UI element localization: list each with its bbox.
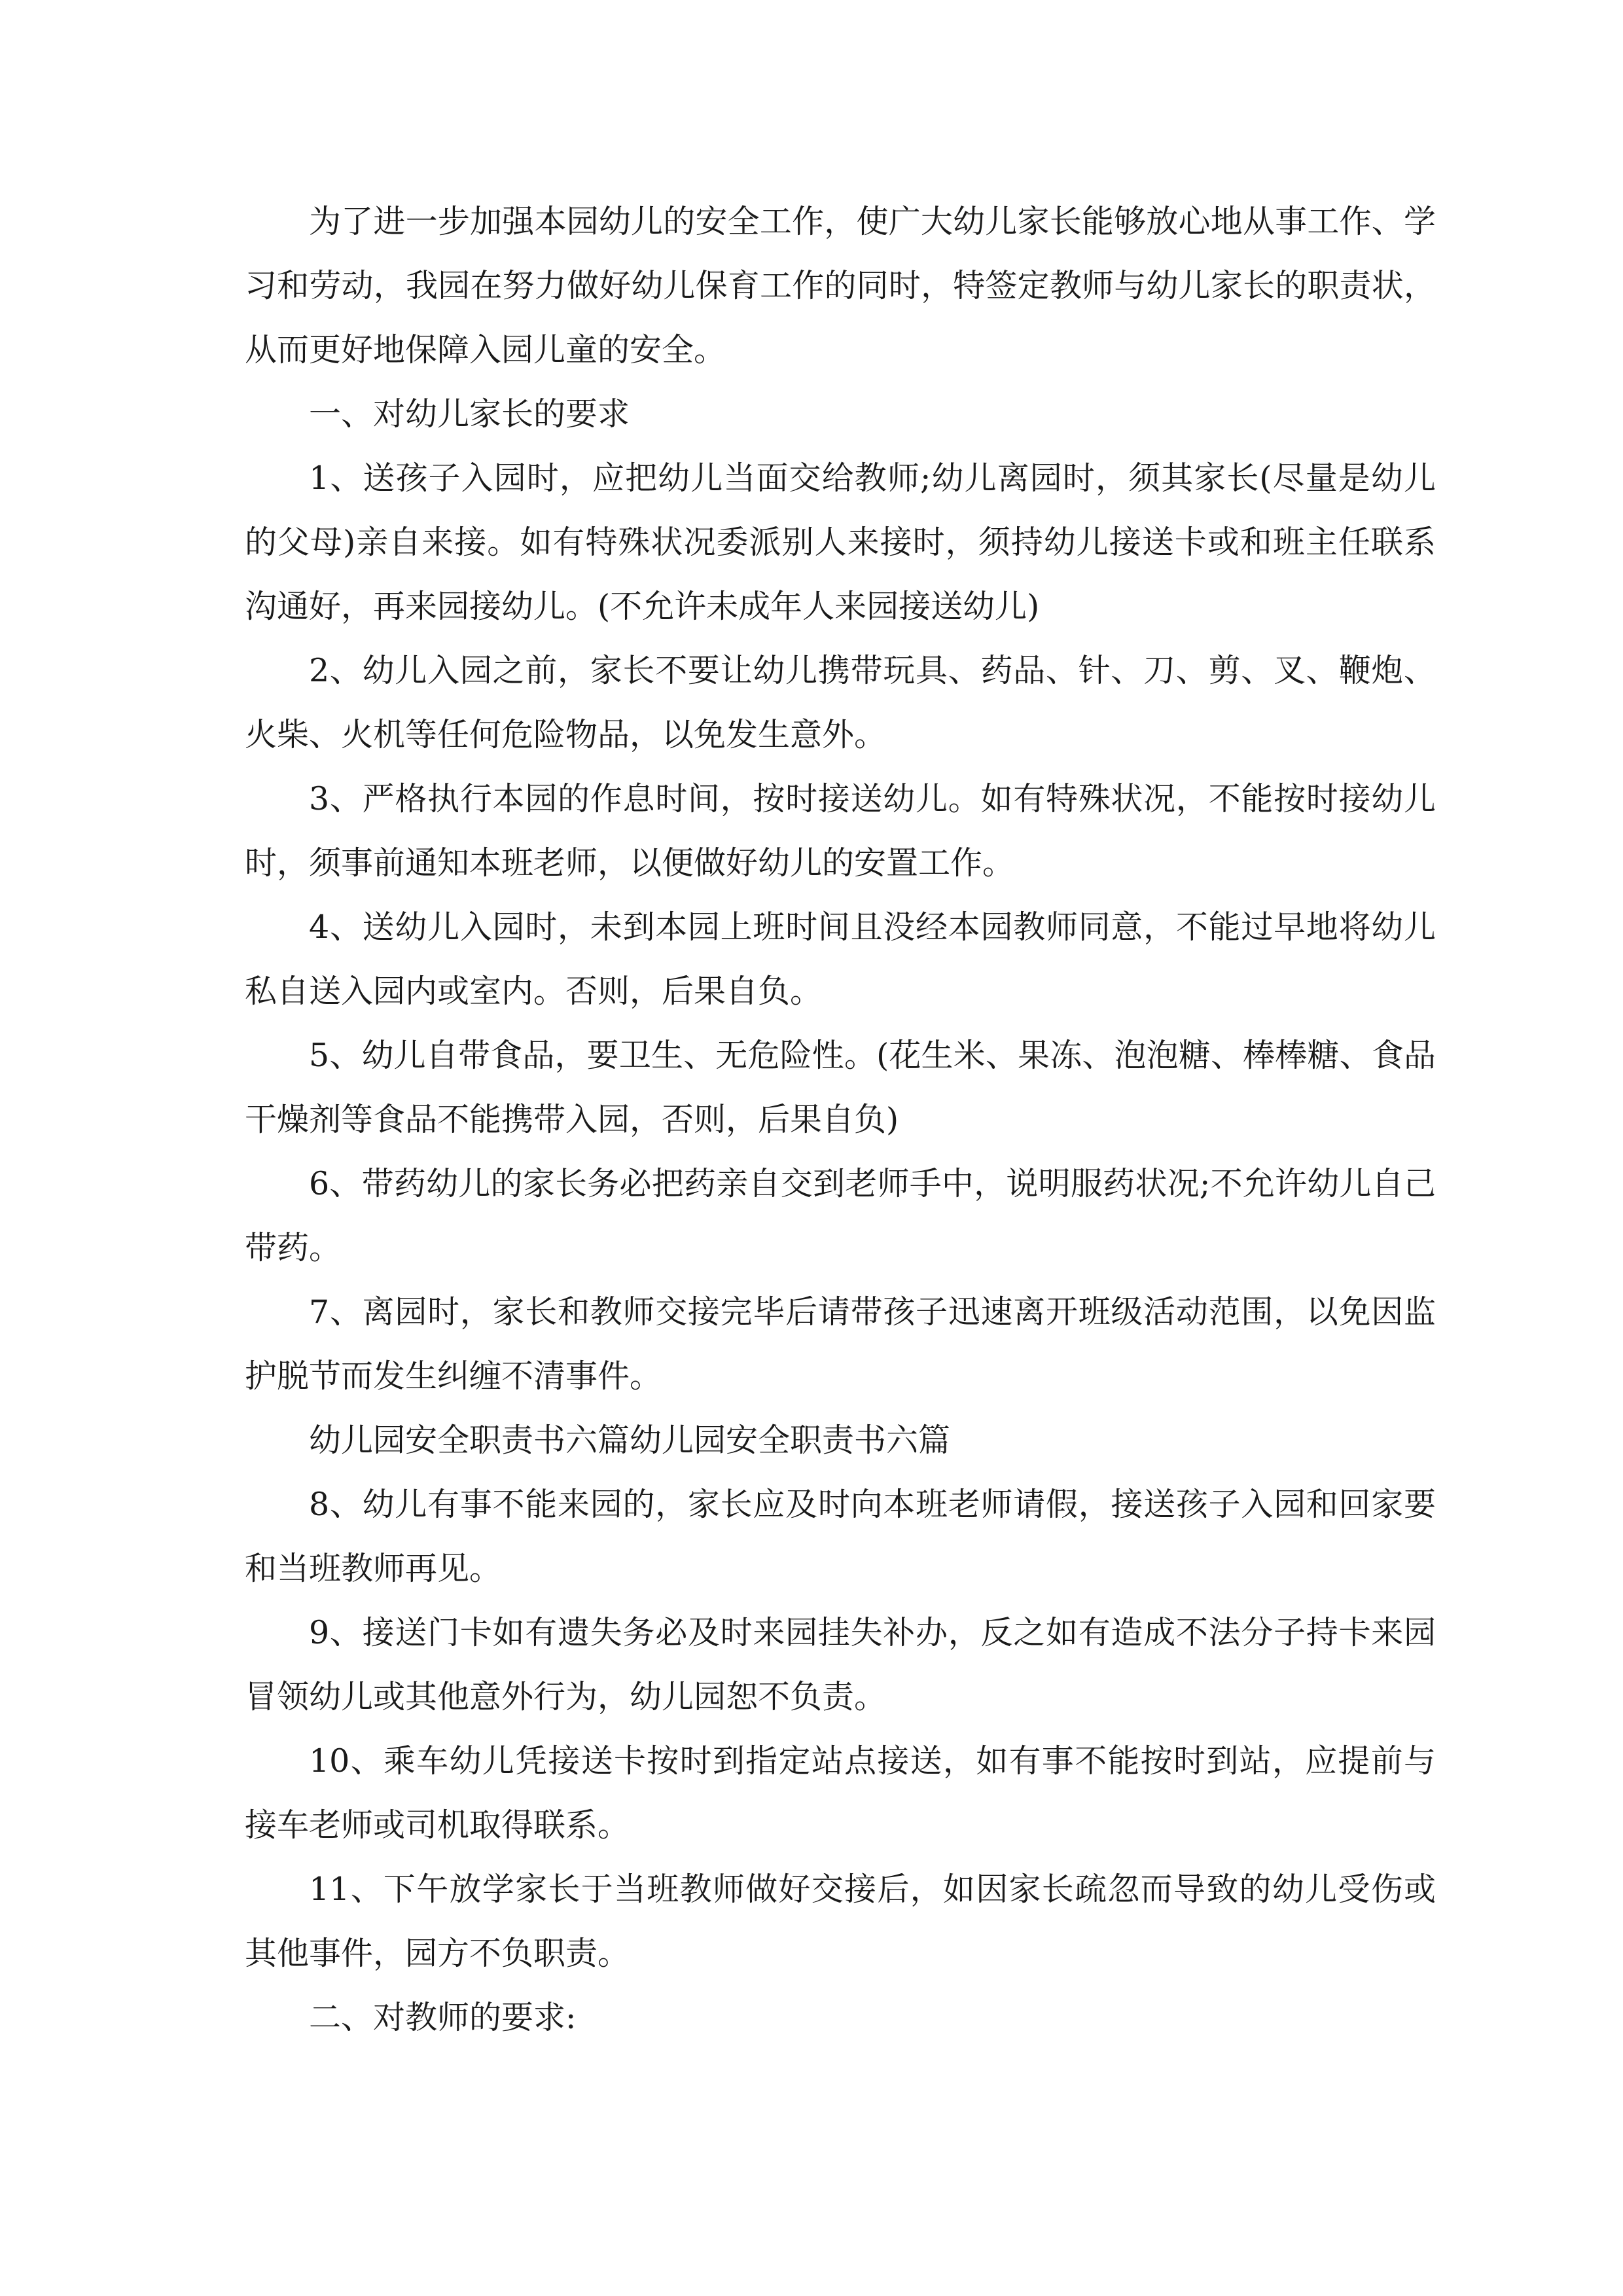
document-body [245,190,1436,2050]
intro-paragraph: 为了进一步加强本园幼儿的安全工作，使广大幼儿家长能够放心地从事工作、学习和劳动，我园在努力做好幼儿保育工作的同时，特签定教师与幼儿家长的职责状，从而更好地保障入园儿童的安全。 [245,203,1436,368]
requirement-item-5: 5、幼儿自带食品，要卫生、无危险性。(花生米、果冻、泡泡糖、棒棒糖、食品干燥剂等食品不能携带入园，否则，后果自负) [245,1037,1436,1138]
requirement-item-3: 3、严格执行本园的作息时间，按时接送幼儿。如有特殊状况，不能按时接幼儿时，须事前通知本班老师，以便做好幼儿的安置工作。 [245,780,1436,882]
requirement-item-2: 2、幼儿入园之前，家长不要让幼儿携带玩具、药品、针、刀、剪、叉、鞭炮、火柴、火机等任何危险物品，以免发生意外。 [245,652,1436,753]
section-heading-teachers: 二、对教师的要求: [309,1999,577,2036]
requirement-item-10: 10、乘车幼儿凭接送卡按时到指定站点接送，如有事不能按时到站，应提前与接车老师或司机取得联系。 [245,1742,1436,1844]
requirement-item-8: 8、幼儿有事不能来园的，家长应及时向本班老师请假，接送孩子入园和回家要和当班教师再见。 [245,1486,1436,1587]
inline-title-line: 幼儿园安全职责书六篇幼儿园安全职责书六篇 [309,1422,951,1459]
requirement-item-7: 7、离园时，家长和教师交接完毕后请带孩子迅速离开班级活动范围，以免因监护脱节而发生纠缠不清事件。 [245,1293,1436,1395]
requirement-item-11: 11、下午放学家长于当班教师做好交接后，如因家长疏忽而导致的幼儿受伤或其他事件，园方不负职责。 [245,1871,1436,1972]
requirement-item-6: 6、带药幼儿的家长务必把药亲自交到老师手中，说明服药状况;不允许幼儿自己带药。 [245,1165,1436,1266]
requirement-item-4: 4、送幼儿入园时，未到本园上班时间且没经本园教师同意，不能过早地将幼儿私自送入园内或室内。否则，后果自负。 [245,908,1436,1010]
requirement-item-9: 9、接送门卡如有遗失务必及时来园挂失补办，反之如有造成不法分子持卡来园冒领幼儿或其他意外行为，幼儿园恕不负责。 [245,1614,1436,1715]
section-heading-parents: 一、对幼儿家长的要求 [309,395,630,433]
requirement-item-1: 1、送孩子入园时，应把幼儿当面交给教师;幼儿离园时，须其家长(尽量是幼儿的父母)亲自来接。如有特殊状况委派别人来接时，须持幼儿接送卡或和班主任联系沟通好，再来园接幼儿。(不允许未成年人来园接送幼儿) [245,459,1436,625]
